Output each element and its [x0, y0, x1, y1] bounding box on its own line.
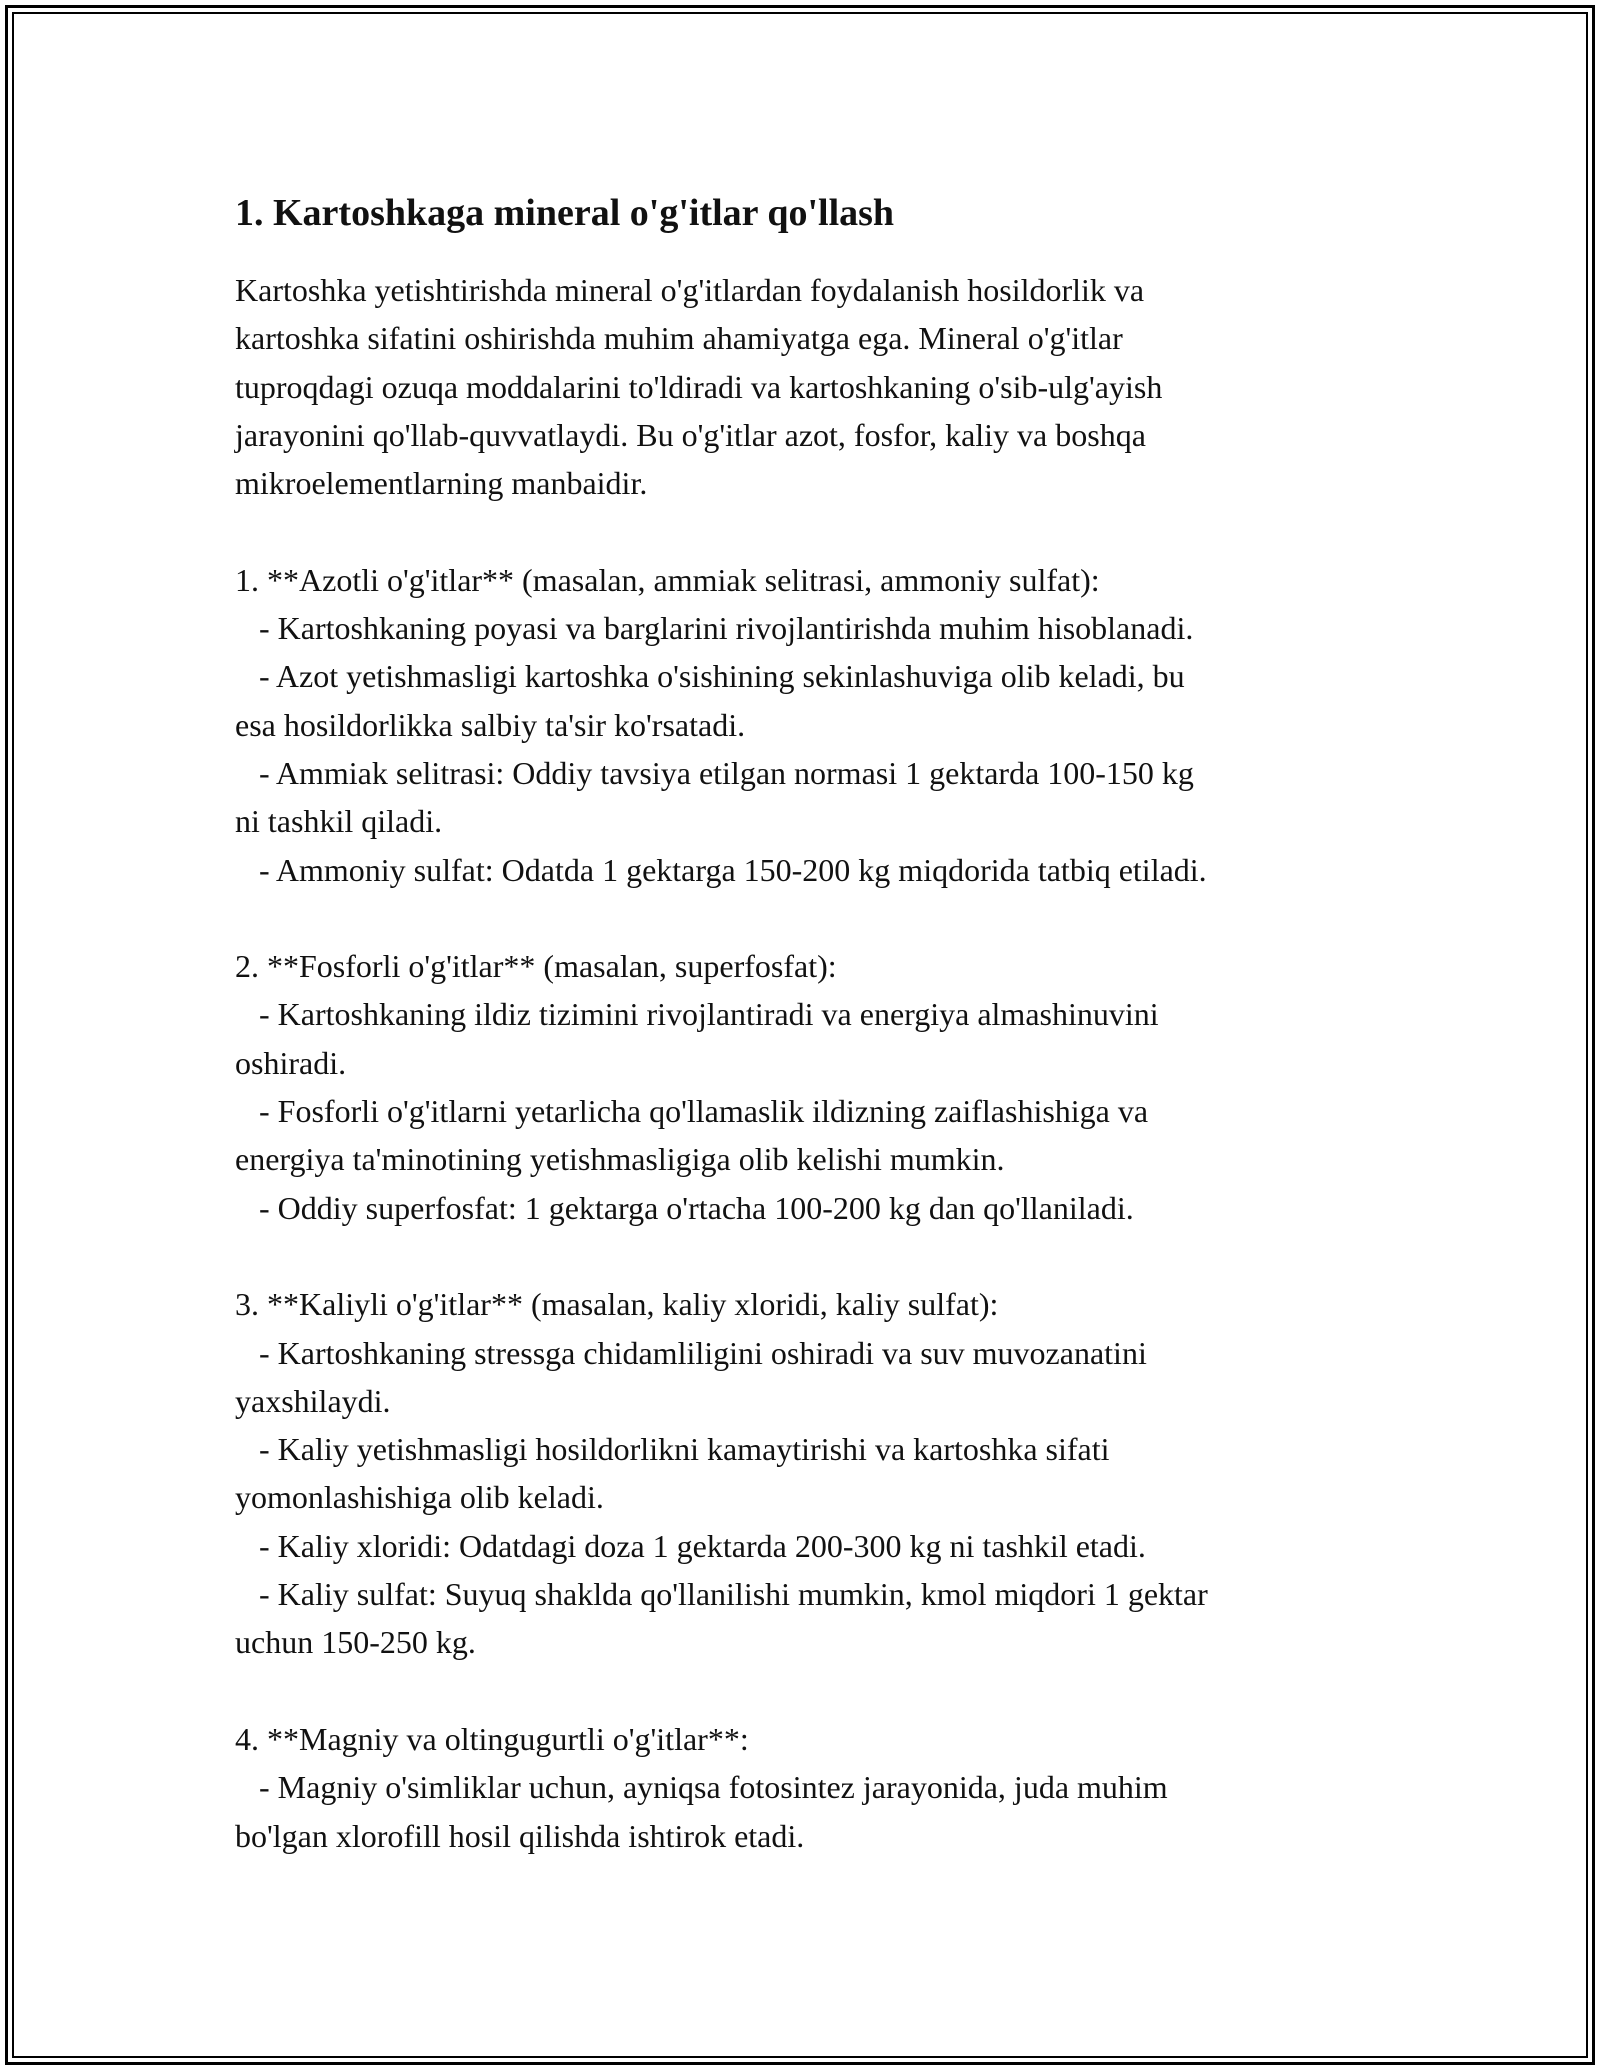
document-content — [235, 184, 1365, 1860]
document-title: 1. Kartoshkaga mineral o'g'itlar qo'llash — [235, 192, 895, 234]
document-body: Kartoshka yetishtirishda mineral o'g'itlardan foydalanish hosildorlik va kartoshka sifatini oshirishda muhim ahamiyatga ega. Mineral o'g'itlar tuproqdagi ozuqa moddalarini to'ldiradi va kartoshkaning o'sib-ulg'ayish jarayonini qo'llab-quvvatlaydi. Bu o'g'itlar azot, fosfor, kaliy va boshqa mikroelementlarning manbaidir. 1. **Azotli o'g'itlar** (masalan, ammiak selitrasi, ammoniy sulfat): - Kartoshkaning poyasi va barglarini rivojlantirishda muhim hisoblanadi. - Azot yetishmasligi kartoshka o'sishining sekinlashuviga olib keladi, bu esa hosildorlikka salbiy ta'sir ko'rsatadi. - Ammiak selitrasi: Oddiy tavsiya etilgan normasi 1 gektarda 100-150 kg ni tashkil qiladi. - Ammoniy sulfat: Odatda 1 gektarga 150-200 kg miqdorida tatbiq etiladi. 2. **Fosforli o'g'itlar** (masalan, superfosfat): - Kartoshkaning ildiz tizimini rivojlantiradi va energiya almashinuvini oshiradi. - Fosforli o'g'itlarni yetarlicha qo'llamaslik ildizning zaiflashishiga va energiya ta'minotining yetishmasligiga olib kelishi mumkin. - Oddiy superfosfat: 1 gektarga o'rtacha 100-200 kg dan qo'llaniladi. 3. **Kaliyli o'g'itlar** (masalan, kaliy xloridi, kaliy sulfat): - Kartoshkaning stressga chidamliligini oshiradi va suv muvozanatini yaxshilaydi. - Kaliy yetishmasligi hosildorlikni kamaytirishi va kartoshka sifati yomonlashishiga olib keladi. - Kaliy xloridi: Odatdagi doza 1 gektarda 200-300 kg ni tashkil etadi. - Kaliy sulfat: Suyuq shaklda qo'llanilishi mumkin, kmol miqdori 1 gektar uchun 150-250 kg. 4. **Magniy va oltingugurtli o'g'itlar**: - Magniy o'simliklar uchun, ayniqsa fotosintez jarayonida, juda muhim bo'lgan xlorofill hosil qilishda ishtirok etadi. — [235, 272, 1208, 1854]
